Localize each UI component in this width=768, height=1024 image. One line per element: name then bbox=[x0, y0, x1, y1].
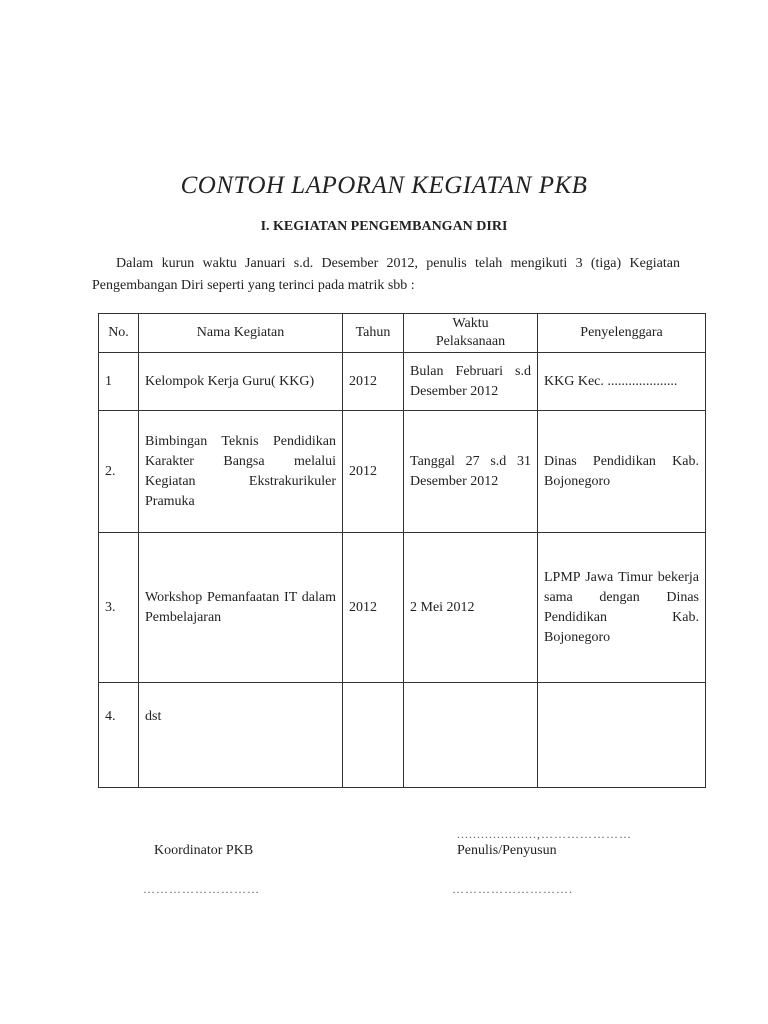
cell-no: 1 bbox=[99, 353, 139, 411]
cell-waktu bbox=[404, 683, 538, 788]
cell-waktu: Bulan Februari s.d Desember 2012 bbox=[404, 353, 538, 411]
cell-tahun bbox=[343, 683, 404, 788]
cell-penyelenggara bbox=[538, 683, 706, 788]
header-no: No. bbox=[99, 314, 139, 353]
table-row bbox=[99, 533, 706, 683]
cell-penyelenggara: Dinas Pendidikan Kab. Bojonegoro bbox=[538, 411, 706, 533]
table-header-row bbox=[99, 314, 706, 353]
section-heading: I. KEGIATAN PENGEMBANGAN DIRI bbox=[260, 219, 508, 234]
cell-tahun: 2012 bbox=[343, 353, 404, 411]
cell-penyelenggara: LPMP Jawa Timur bekerja sama dengan Dinas Pendidikan Kab. Bojonegoro bbox=[538, 533, 706, 683]
koordinator-signature-line: ……………………… bbox=[143, 882, 260, 896]
place-date-line: ....................,………………… bbox=[457, 827, 632, 841]
intro-paragraph bbox=[92, 253, 680, 297]
cell-no: 2. bbox=[99, 411, 139, 533]
cell-nama: dst bbox=[139, 683, 343, 788]
header-tahun: Tahun bbox=[343, 314, 404, 353]
cell-waktu: 2 Mei 2012 bbox=[404, 533, 538, 683]
activity-matrix-table bbox=[98, 313, 706, 788]
table-row bbox=[99, 683, 706, 788]
intro-line-2: Pengembangan Diri seperti yang terinci pada matrik sbb : bbox=[92, 278, 415, 293]
penulis-signature-line: ………………………. bbox=[452, 882, 573, 896]
header-waktu-pelaksanaan bbox=[404, 314, 538, 353]
cell-penyelenggara: KKG Kec. .................... bbox=[538, 353, 706, 411]
header-waktu-line-1: Waktu bbox=[452, 316, 489, 331]
cell-nama: Kelompok Kerja Guru( KKG) bbox=[139, 353, 343, 411]
table-row bbox=[99, 411, 706, 533]
header-penyelenggara: Penyelenggara bbox=[538, 314, 706, 353]
cell-tahun: 2012 bbox=[343, 411, 404, 533]
cell-nama: Bimbingan Teknis Pendidikan Karakter Bangsa melalui Kegiatan Ekstrakurikuler Pramuka bbox=[139, 411, 343, 533]
intro-line-1: Dalam kurun waktu Januari s.d. Desember 2012, penulis telah mengikuti 3 (tiga) Kegiatan bbox=[116, 256, 680, 271]
table-row bbox=[99, 353, 706, 411]
cell-waktu: Tanggal 27 s.d 31 Desember 2012 bbox=[404, 411, 538, 533]
cell-no: 3. bbox=[99, 533, 139, 683]
header-nama-kegiatan: Nama Kegiatan bbox=[139, 314, 343, 353]
cell-nama: Workshop Pemanfaatan IT dalam Pembelajaran bbox=[139, 533, 343, 683]
koordinator-label: Koordinator PKB bbox=[154, 843, 254, 858]
document-title: CONTOH LAPORAN KEGIATAN PKB bbox=[180, 172, 588, 199]
cell-tahun: 2012 bbox=[343, 533, 404, 683]
cell-no: 4. bbox=[99, 683, 139, 788]
header-waktu-line-2: Pelaksanaan bbox=[435, 334, 506, 349]
penulis-label: Penulis/Penyusun bbox=[457, 843, 557, 858]
